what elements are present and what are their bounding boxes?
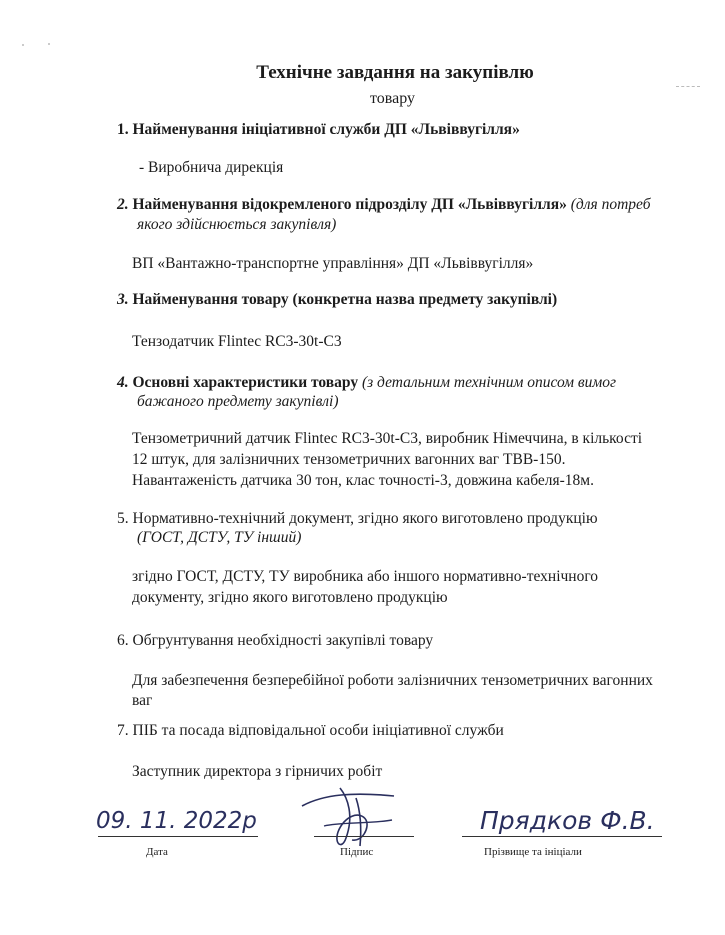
- section-3-title: Найменування товару (конкретна назва предмету закупівлі): [132, 291, 558, 308]
- section-7-title: ПІБ та посада відповідальної особи ініціативної служби: [132, 722, 504, 739]
- section-1-number: 1.: [117, 121, 129, 138]
- section-2-number: 2.: [117, 196, 129, 213]
- section-4-title: Основні характеристики товару: [132, 374, 359, 391]
- section-6-content-line-2: ваг: [132, 692, 153, 709]
- signature-icon: [294, 780, 414, 856]
- section-5-content-line-2: документу, згідно якого виготовлено продукцію: [132, 589, 448, 606]
- section-2-note: (для потреб: [570, 196, 651, 213]
- section-5-note: (ГОСТ, ДСТУ, ТУ інший): [137, 529, 302, 546]
- section-3-content: Тензодатчик Flintec RC3-30t-C3: [132, 333, 342, 350]
- scan-mark: [48, 43, 50, 45]
- document-title: Технічне завдання на закупівлю: [256, 62, 534, 83]
- section-6-content-line-1: Для забезпечення безперебійної роботи залізничних тензометричних вагонних: [132, 672, 653, 689]
- date-caption: Дата: [146, 846, 168, 858]
- section-4-note-continued: бажаного предмету закупівлі): [137, 393, 339, 410]
- section-4-content-line-3: Навантаженість датчика 30 тон, клас точності-3, довжина кабеля-18м.: [132, 472, 594, 489]
- signature-caption: Підпис: [340, 846, 374, 858]
- section-3-number: 3.: [117, 291, 129, 308]
- section-6-heading: [117, 632, 433, 650]
- section-4-content-line-2: 12 штук, для залізничних тензометричних вагонних ваг ТВВ-150.: [132, 451, 566, 468]
- handwritten-date: 09. 11. 2022р: [96, 808, 257, 834]
- document-subtitle: товару: [369, 90, 415, 107]
- section-2-note-continued: якого здійснюється закупівля): [137, 216, 337, 233]
- section-2-heading: [117, 196, 651, 214]
- section-7-heading: [117, 722, 504, 740]
- handwritten-name: Прядков Ф.В.: [480, 806, 655, 835]
- scan-mark: [676, 86, 700, 87]
- section-7-content: Заступник директора з гірничих робіт: [132, 763, 383, 780]
- section-6-number: 6.: [117, 632, 129, 649]
- section-2-content: ВП «Вантажно-транспортне управління» ДП «Львіввугілля»: [132, 255, 534, 272]
- section-5-heading: [117, 510, 598, 528]
- section-1-title: Найменування ініціативної служби ДП «Львіввугілля»: [132, 121, 520, 138]
- section-4-note: (з детальним технічним описом вимог: [361, 374, 617, 391]
- date-line: [98, 836, 258, 837]
- section-1-heading: [117, 121, 520, 139]
- scan-mark: [22, 44, 24, 46]
- section-5-number: 5.: [117, 510, 129, 527]
- section-3-heading: [117, 291, 557, 309]
- section-5-title: Нормативно-технічний документ, згідно якого виготовлено продукцію: [132, 510, 598, 527]
- section-4-heading: [117, 374, 616, 392]
- section-7-number: 7.: [117, 722, 129, 739]
- section-1-content: - Виробнича дирекція: [139, 159, 284, 176]
- section-4-content-line-1: Тензометричний датчик Flintec RC3-30t-C3, виробник Німеччина, в кількості: [132, 430, 643, 447]
- name-caption: Прізвище та ініціали: [484, 846, 582, 858]
- signature-line: [314, 836, 414, 837]
- section-4-number: 4.: [117, 374, 129, 391]
- section-5-content-line-1: згідно ГОСТ, ДСТУ, ТУ виробника або іншого нормативно-технічного: [132, 568, 599, 585]
- section-2-title: Найменування відокремленого підрозділу ДП «Львіввугілля»: [132, 196, 567, 213]
- section-6-title: Обгрунтування необхідності закупівлі товару: [132, 632, 434, 649]
- name-line: [462, 836, 662, 837]
